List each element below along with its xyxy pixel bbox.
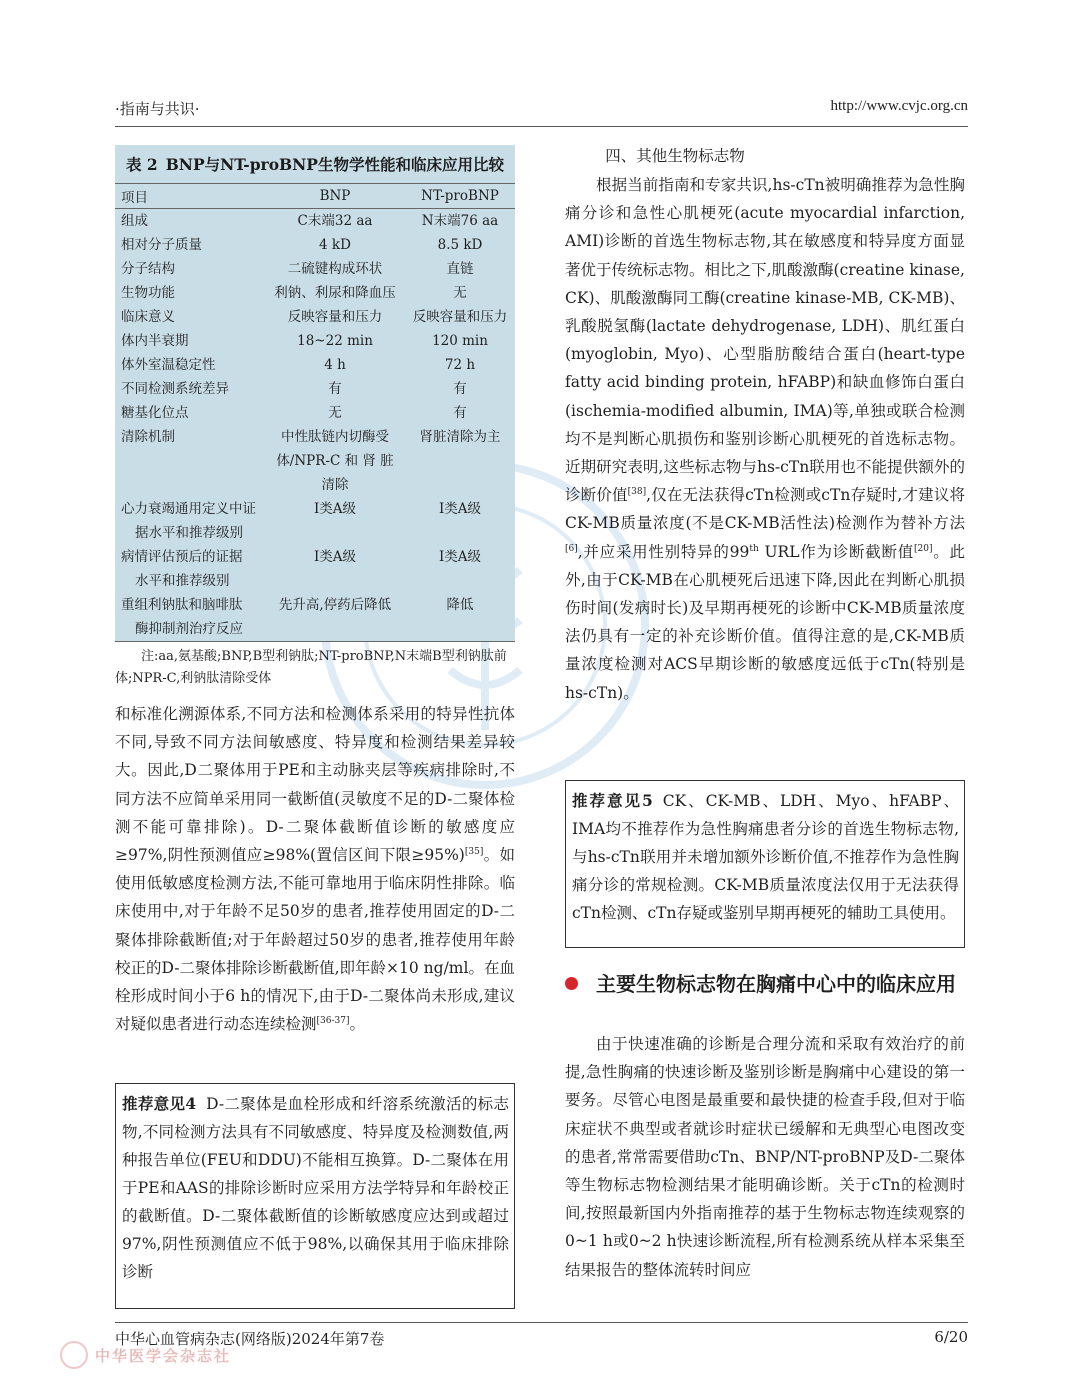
cell-ntprobnp-line: 8.5 kD [437, 237, 483, 253]
table-row [115, 281, 515, 305]
cell-ntprobnp [405, 593, 515, 641]
cell-ntprobnp [405, 377, 515, 401]
cell-bnp [265, 233, 405, 257]
cell-ntprobnp-line: Ⅰ类A级 [438, 501, 482, 517]
column-header-bnp: BNP [319, 188, 351, 204]
cell-item-line: 不同检测系统差异 [121, 381, 229, 397]
cell-bnp-line: 无 [328, 405, 342, 421]
cell-item [115, 233, 265, 257]
cell-bnp-line: 18~22 min [297, 333, 373, 349]
cell-ntprobnp [405, 497, 515, 545]
cell-bnp-line: Ⅰ类A级 [313, 501, 357, 517]
cell-item [115, 353, 265, 377]
publisher-seal-icon [60, 1341, 88, 1369]
cell-ntprobnp-line: 降低 [446, 597, 474, 613]
right-paragraph-text-2: ,仅在无法获得cTn检测或cTn存疑时,才建议将CK-MB质量浓度(不是CK-MB活性法)检测作为替补方法 [565, 486, 965, 533]
cell-ntprobnp [405, 305, 515, 329]
cell-bnp [265, 305, 405, 329]
table-label: 表 2 [126, 155, 158, 174]
cell-ntprobnp [405, 209, 515, 233]
cell-item-line: 酶抑制剂治疗反应 [135, 621, 243, 637]
table-row [115, 353, 515, 377]
table-title [115, 145, 515, 183]
cell-bnp-line: 体/NPR-C 和 肾 脏 [276, 453, 394, 469]
cell-bnp [265, 377, 405, 401]
table-caption: BNP与NT-proBNP生物学性能和临床应用比较 [165, 155, 504, 174]
table-row [115, 257, 515, 281]
cell-item [115, 593, 265, 641]
page-number: 6/20 [934, 1328, 968, 1346]
cell-ntprobnp [405, 401, 515, 425]
cell-bnp-line: C末端32 aa [297, 213, 373, 229]
recommendation-5-box [565, 780, 965, 948]
table-row [115, 497, 515, 545]
cell-item [115, 545, 265, 593]
comparison-table [115, 145, 515, 642]
cell-bnp [265, 257, 405, 281]
cell-item-line: 心力衰竭通用定义中证 [121, 501, 256, 517]
running-header-section: ·指南与共识· [115, 100, 200, 118]
cell-ntprobnp-line: 有 [453, 405, 467, 421]
cell-item-line: 糖基化位点 [121, 405, 189, 421]
cell-bnp [265, 353, 405, 377]
citation-35: [35] [464, 846, 484, 857]
cell-bnp-line: 4 h [324, 357, 346, 373]
cell-ntprobnp-line: 直链 [446, 261, 474, 277]
cell-bnp-line: 先升高,停药后降低 [278, 597, 392, 613]
footer-divider [115, 1322, 968, 1323]
cell-bnp [265, 545, 405, 593]
right-paragraph-text-1: 根据当前指南和专家共识,hs-cTn被明确推荐为急性胸痛分诊和急性心肌梗死(acute myocardial infarction, AMI)诊断的首选生物标志物,其在敏感度和特异度方面显著优于传统标志物。相比之下,肌酸激酶(creatine kinase, CK)、肌酸激酶同工酶(creatine kinase-MB, CK-MB)、乳酸脱氢酶(lactate dehydrogenase, LDH)、肌红蛋白(myoglobin, Myo)、心型脂肪酸结合蛋白(heart-type fatty acid binding protein, hFABP)和缺血修饰白蛋白(ischemia-modified albumin, IMA)等,单独或联合检测均不是判断心肌损伤和鉴别诊断心肌梗死的首选标志物。近期研究表明,这些标志物与hs-cTn联用也不能提供额外的诊断价值 [565, 176, 965, 505]
cell-ntprobnp-line: 120 min [432, 333, 488, 349]
cell-ntprobnp [405, 257, 515, 281]
subheading-other-biomarkers: 四、其他生物标志物 [605, 147, 745, 165]
cell-item [115, 425, 265, 497]
left-paragraph-text-3: 。 [349, 1015, 365, 1034]
cell-item-line: 组成 [121, 213, 148, 229]
right-paragraph-text-3: ,并应采用性别特异的99 [577, 542, 750, 561]
cell-bnp-line: 清除 [321, 477, 349, 493]
cell-item [115, 257, 265, 281]
citation-36-37: [36-37] [316, 1016, 350, 1027]
cell-bnp [265, 209, 405, 233]
column-header-item: 项目 [121, 190, 148, 206]
table-row [115, 305, 515, 329]
table-row [115, 593, 515, 642]
table-row [115, 425, 515, 497]
cell-bnp-line: 有 [328, 381, 342, 397]
cell-item-line: 相对分子质量 [121, 237, 202, 253]
cell-bnp-line: 4 kD [319, 237, 351, 253]
cell-item [115, 281, 265, 305]
cell-item [115, 401, 265, 425]
cell-bnp [265, 401, 405, 425]
cell-item-line: 生物功能 [121, 285, 175, 301]
table-row [115, 329, 515, 353]
cell-ntprobnp [405, 545, 515, 593]
cell-ntprobnp-line: 反映容量和压力 [412, 309, 508, 325]
cell-item-line: 分子结构 [121, 261, 175, 277]
cell-ntprobnp-line: 72 h [444, 357, 476, 373]
cell-bnp-line: Ⅰ类A级 [313, 549, 357, 565]
header-divider [115, 126, 968, 127]
table-row [115, 233, 515, 257]
citation-6: [6] [565, 543, 578, 554]
left-paragraph [115, 700, 515, 1038]
cell-bnp [265, 425, 405, 497]
cell-bnp-line: 二硫键构成环状 [287, 261, 383, 277]
recommendation-5-label: 推荐意见5 [572, 791, 653, 810]
cell-ntprobnp-line: N末端76 aa [421, 213, 499, 229]
cell-bnp-line: 利钠、利尿和降血压 [274, 285, 396, 301]
table-row [115, 401, 515, 425]
cell-ntprobnp [405, 233, 515, 257]
cell-item-line: 临床意义 [121, 309, 175, 325]
cell-ntprobnp-line: 肾脏清除为主 [419, 429, 501, 445]
citation-38: [38] [627, 487, 647, 498]
section-heading-text: 主要生物标志物在胸痛中心中的临床应用 [596, 972, 956, 996]
recommendation-4-label: 推荐意见4 [122, 1094, 197, 1113]
right-paragraph-2: 由于快速准确的诊断是合理分流和采取有效治疗的前提,急性胸痛的快速诊断及鉴别诊断是胸痛中心建设的第一要务。尽管心电图是最重要和最快捷的检查手段,但对于临床症状不典型或者就诊时症状已缓解和无典型心电图改变的患者,常常需要借助cTn、BNP/NT-proBNP及D-二聚体等生物标志物检测结果才能明确诊断。关于cTn的检测时间,按照最新国内外指南推荐的基于生物标志物连续观察的0~1 h或0~2 h快速诊断流程,所有检测系统从样本采集至结果报告的整体流转时间应 [565, 1035, 965, 1279]
cell-item-line: 体外室温稳定性 [121, 357, 216, 373]
cell-item-line: 据水平和推荐级别 [135, 525, 243, 541]
right-paragraph [565, 171, 965, 707]
cell-bnp [265, 329, 405, 353]
table-row [115, 545, 515, 593]
cell-bnp [265, 497, 405, 545]
right-paragraph-text-5: 。此外,由于CK-MB在心肌梗死后迅速下降,因此在判断心肌损伤时间(发病时长)及早期再梗死的诊断中CK-MB质量浓度法仍具有一定的补充诊断价值。值得注意的是,CK-MB质量浓度检测对ACS早期诊断的敏感度远低于cTn(特别是hs-cTn)。 [565, 542, 965, 702]
cell-item-line: 体内半衰期 [121, 333, 189, 349]
cell-item [115, 329, 265, 353]
citation-20: [20] [914, 543, 933, 554]
cell-bnp [265, 593, 405, 641]
cell-item [115, 305, 265, 329]
cell-item-line: 水平和推荐级别 [135, 573, 230, 589]
section-bullet-icon [565, 977, 578, 990]
right-paragraph-text-4: URL作为诊断截断值 [758, 542, 914, 561]
superscript-th: th [749, 543, 759, 554]
recommendation-5-text: CK、CK-MB、LDH、Myo、hFABP、IMA均不推荐作为急性胸痛患者分诊的首选生物标志物,与hs-cTn联用并未增加额外诊断价值,不推荐作为急性胸痛分诊的常规检测。CK-MB质量浓度法仅用于无法获得cTn检测、cTn存疑或鉴别早期再梗死的辅助工具使用。 [572, 792, 959, 922]
left-paragraph-text-1: 和标准化溯源体系,不同方法和检测体系采用的特异性抗体不同,导致不同方法间敏感度、特异度和检测结果差异较大。因此,D二聚体用于PE和主动脉夹层等疾病排除时,不同方法不应简单采用同一截断值(灵敏度不足的D-二聚体检测不能可靠排除)。D-二聚体截断值诊断的敏感度应≥97%,阴性预测值应≥98%(置信区间下限≥95%) [115, 705, 515, 865]
cell-item [115, 377, 265, 401]
journal-url: http://www.cvjc.org.cn [830, 98, 968, 114]
cell-item [115, 209, 265, 233]
cell-bnp-line: 反映容量和压力 [287, 309, 383, 325]
cell-ntprobnp [405, 329, 515, 353]
cell-ntprobnp [405, 281, 515, 305]
cell-ntprobnp-line: Ⅰ类A级 [438, 549, 482, 565]
recommendation-4-text: D-二聚体是血栓形成和纤溶系统激活的标志物,不同检测方法具有不同敏感度、特异度及检测数值,两种报告单位(FEU和DDU)不能相互换算。D-二聚体在用于PE和AAS的排除诊断时应采用方法学特异和年龄校正的截断值。D-二聚体截断值的诊断敏感度应达到或超过97%,阴性预测值应不低于98%,以确保其用于临床排除诊断 [122, 1095, 509, 1281]
column-header-ntprobnp: NT-proBNP [421, 188, 499, 204]
recommendation-4-box [115, 1083, 515, 1309]
cell-item-line: 重组利钠肽和脑啡肽 [121, 597, 243, 613]
cell-bnp-line: 中性肽链内切酶受 [281, 429, 389, 445]
publisher-name: 中华医学会杂志社 [95, 1347, 232, 1365]
journal-citation: 中华心血管病杂志(网络版)2024年第7卷 [115, 1330, 385, 1348]
section-heading [565, 968, 965, 1000]
cell-item-line: 病情评估预后的证据 [121, 549, 243, 565]
table-header-row [115, 183, 515, 209]
table-footnote: 注:aa,氨基酸;BNP,B型利钠肽;NT-proBNP,N末端B型利钠肽前体;NPR-C,利钠肽清除受体 [115, 649, 507, 686]
cell-bnp [265, 281, 405, 305]
table-row [115, 377, 515, 401]
cell-ntprobnp-line: 有 [453, 381, 467, 397]
left-paragraph-text-2: 。如使用低敏感度检测方法,不能可靠地用于临床阴性排除。临床使用中,对于年龄不足50岁的患者,推荐使用固定的D-二聚体排除截断值;对于年龄超过50岁的患者,推荐使用年龄校正的D-二聚体排除诊断截断值,即年龄×10 ng/ml。在血栓形成时间小于6 h的情况下,由于D-二聚体尚未形成,建议对疑似患者进行动态连续检测 [115, 846, 515, 1034]
cell-ntprobnp [405, 425, 515, 497]
cell-item-line: 清除机制 [121, 429, 175, 445]
cell-ntprobnp [405, 353, 515, 377]
cell-ntprobnp-line: 无 [453, 285, 467, 301]
cell-item [115, 497, 265, 545]
table-body [115, 209, 515, 642]
table-row [115, 209, 515, 233]
